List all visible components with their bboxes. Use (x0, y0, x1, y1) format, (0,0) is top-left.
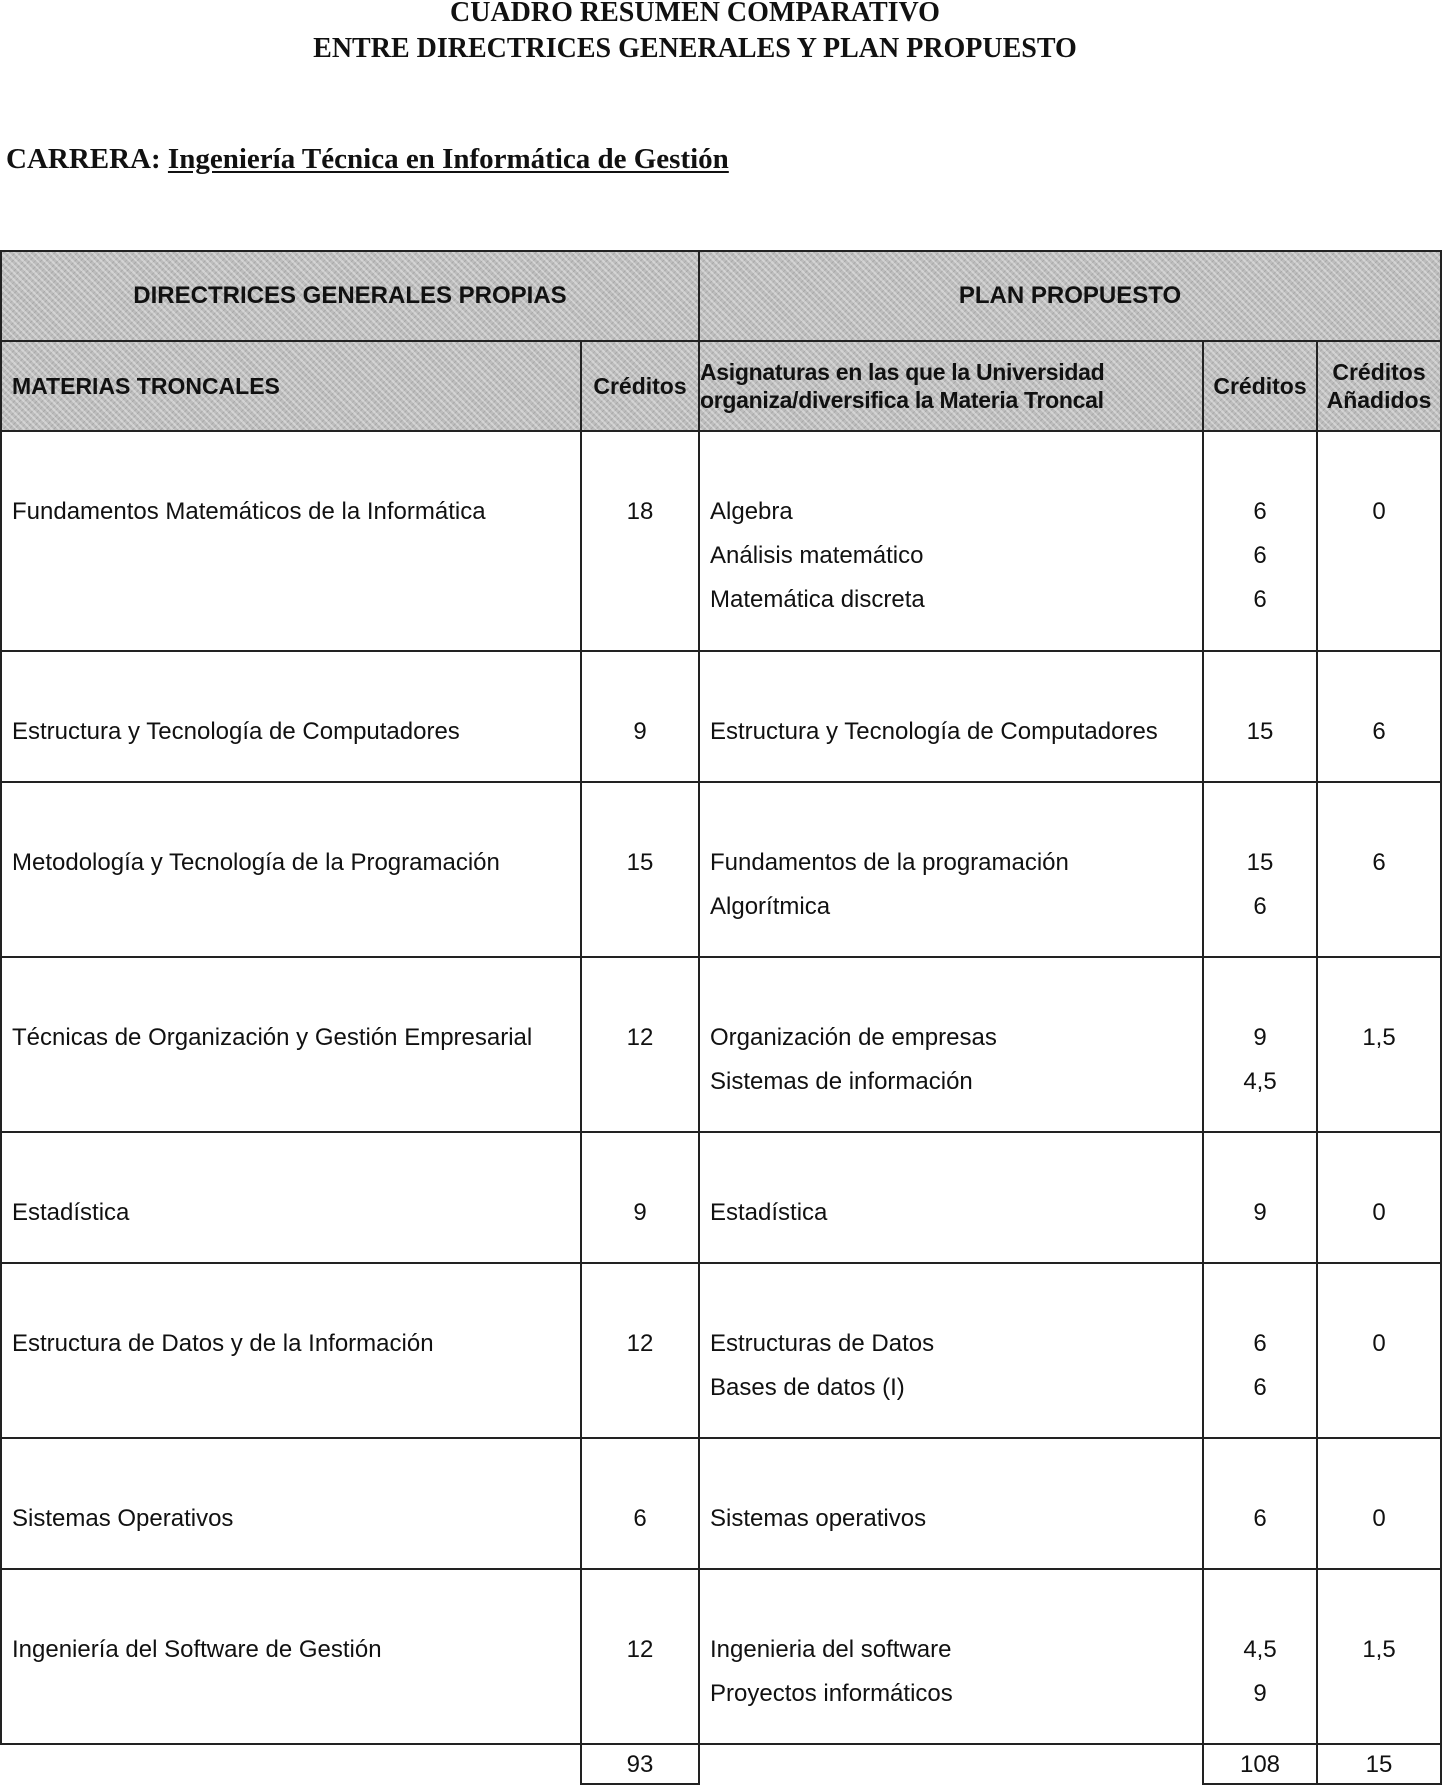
asignatura-name: Ingenieria del software (710, 1636, 952, 1663)
column-header-anadidos-line-1: Créditos (1332, 359, 1426, 385)
asignaturas-cell (699, 957, 1203, 1132)
table-row (1, 651, 1441, 782)
asignatura-creditos: 6 (1253, 1330, 1267, 1357)
asignatura-creditos: 6 (1253, 1374, 1267, 1401)
creditos-anadidos-cell: 0 (1317, 1132, 1441, 1263)
creditos-anadidos-cell: 0 (1317, 1438, 1441, 1569)
creditos-cell: 6 (581, 1438, 699, 1569)
asignatura-name: Bases de datos (I) (710, 1374, 905, 1401)
asignatura-name: Estadística (710, 1199, 828, 1226)
materia-troncal-cell: Ingeniería del Software de Gestión (1, 1569, 581, 1744)
plan-creditos-cell (1203, 651, 1317, 782)
plan-creditos-cell (1203, 1569, 1317, 1744)
plan-creditos-cell (1203, 1132, 1317, 1263)
creditos-anadidos-cell: 0 (1317, 1263, 1441, 1438)
asignatura-creditos: 6 (1253, 586, 1267, 613)
materia-troncal-cell: Metodología y Tecnología de la Programación (1, 782, 581, 957)
asignatura-creditos: 6 (1253, 542, 1267, 569)
asignatura-creditos: 9 (1253, 1024, 1267, 1051)
asignaturas-cell (699, 431, 1203, 651)
asignatura-creditos: 9 (1253, 1199, 1267, 1226)
creditos-cell: 9 (581, 1132, 699, 1263)
asignatura-creditos: 15 (1246, 849, 1274, 876)
materia-troncal-cell: Estadística (1, 1132, 581, 1263)
creditos-cell: 12 (581, 1569, 699, 1744)
column-header-plan-creditos: Créditos (1203, 341, 1317, 431)
document-title-line-1: CUADRO RESUMEN COMPARATIVO (450, 0, 940, 28)
column-header-anadidos (1317, 341, 1441, 431)
column-header-asignaturas (699, 341, 1203, 431)
materia-troncal-cell: Estructura y Tecnología de Computadores (1, 651, 581, 782)
materia-troncal-cell: Fundamentos Matemáticos de la Informática (1, 431, 581, 651)
asignatura-name: Organización de empresas (710, 1024, 997, 1051)
asignatura-name: Sistemas operativos (710, 1505, 927, 1532)
table-row (1, 431, 1441, 651)
asignatura-creditos: 4,5 (1243, 1068, 1277, 1095)
creditos-cell: 12 (581, 1263, 699, 1438)
asignatura-name: Fundamentos de la programación (710, 849, 1069, 876)
group-header-plan: PLAN PROPUESTO (699, 251, 1441, 341)
plan-creditos-cell (1203, 1263, 1317, 1438)
asignaturas-cell (699, 1569, 1203, 1744)
materia-troncal-cell: Sistemas Operativos (1, 1438, 581, 1569)
carrera-heading (6, 142, 729, 176)
creditos-cell: 12 (581, 957, 699, 1132)
creditos-cell: 9 (581, 651, 699, 782)
asignatura-creditos: 6 (1253, 498, 1267, 525)
carrera-value: Ingeniería Técnica en Informática de Gestión (167, 143, 729, 175)
asignaturas-cell (699, 782, 1203, 957)
asignatura-name: Matemática discreta (710, 586, 925, 613)
asignatura-name: Estructuras de Datos (710, 1330, 935, 1357)
total-creditos: 93 (581, 1744, 699, 1784)
plan-creditos-cell (1203, 431, 1317, 651)
asignatura-name: Algebra (710, 498, 793, 525)
asignatura-creditos: 4,5 (1243, 1636, 1277, 1663)
asignatura-name: Proyectos informáticos (710, 1680, 953, 1707)
asignaturas-cell (699, 1132, 1203, 1263)
plan-creditos-cell (1203, 1438, 1317, 1569)
column-header-asignaturas-line-2: organiza/diversifica la Materia Troncal (700, 387, 1104, 413)
creditos-anadidos-cell: 6 (1317, 782, 1441, 957)
comparison-table (0, 250, 1442, 1785)
asignatura-creditos: 15 (1246, 718, 1274, 745)
table-row (1, 1438, 1441, 1569)
totals-row (1, 1744, 1441, 1784)
creditos-anadidos-cell: 6 (1317, 651, 1441, 782)
asignatura-name: Algorítmica (710, 893, 831, 920)
column-header-asignaturas-line-1: Asignaturas en las que la Universidad (700, 359, 1105, 385)
asignatura-creditos: 6 (1253, 1505, 1267, 1532)
asignaturas-cell (699, 651, 1203, 782)
materia-troncal-cell: Estructura de Datos y de la Información (1, 1263, 581, 1438)
total-plan-creditos: 108 (1203, 1744, 1317, 1784)
total-creditos-anadidos: 15 (1317, 1744, 1441, 1784)
totals-blank-cell (1, 1744, 581, 1784)
plan-creditos-cell (1203, 782, 1317, 957)
asignaturas-cell (699, 1438, 1203, 1569)
group-header-directrices: DIRECTRICES GENERALES PROPIAS (1, 251, 699, 341)
plan-creditos-cell (1203, 957, 1317, 1132)
asignatura-name: Sistemas de información (710, 1068, 973, 1095)
asignaturas-cell (699, 1263, 1203, 1438)
asignatura-name: Análisis matemático (710, 542, 924, 569)
creditos-cell: 15 (581, 782, 699, 957)
creditos-cell: 18 (581, 431, 699, 651)
asignatura-creditos: 6 (1253, 893, 1267, 920)
table-row (1, 1132, 1441, 1263)
creditos-anadidos-cell: 0 (1317, 431, 1441, 651)
table-row (1, 1263, 1441, 1438)
creditos-anadidos-cell: 1,5 (1317, 957, 1441, 1132)
table-row (1, 1569, 1441, 1744)
document-title-line-2: ENTRE DIRECTRICES GENERALES Y PLAN PROPUESTO (313, 33, 1077, 64)
asignatura-name: Estructura y Tecnología de Computadores (710, 718, 1158, 745)
table-row (1, 782, 1441, 957)
column-header-creditos: Créditos (581, 341, 699, 431)
column-header-materias: MATERIAS TRONCALES (1, 341, 581, 431)
column-header-anadidos-line-2: Añadidos (1326, 387, 1432, 413)
creditos-anadidos-cell: 1,5 (1317, 1569, 1441, 1744)
totals-blank-cell (699, 1744, 1203, 1784)
materia-troncal-cell: Técnicas de Organización y Gestión Empresarial (1, 957, 581, 1132)
table-row (1, 957, 1441, 1132)
carrera-label: CARRERA: (6, 143, 161, 175)
asignatura-creditos: 9 (1253, 1680, 1267, 1707)
